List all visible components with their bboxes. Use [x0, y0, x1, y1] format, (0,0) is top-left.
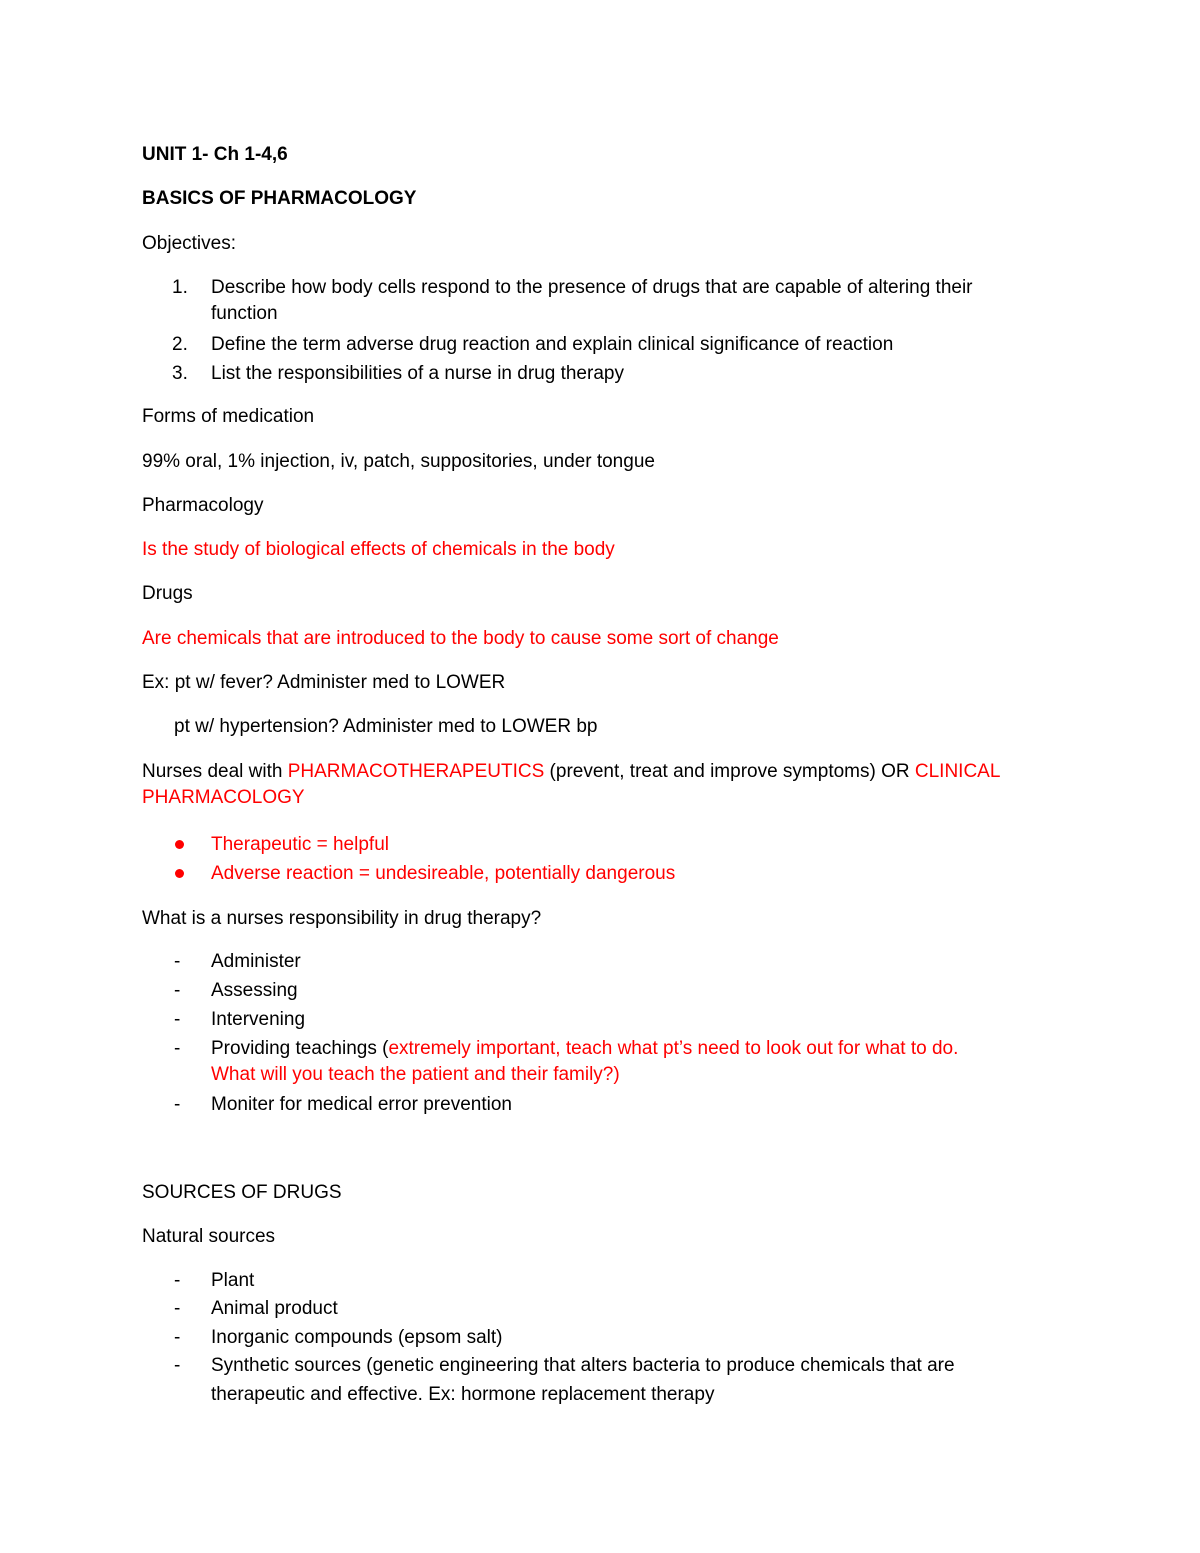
list-item-synthetic: Synthetic sources (genetic engineering that alters bacteria to produce chemicals that are: [211, 1355, 955, 1376]
drugs-definition: Are chemicals that are introduced to the body to cause some sort of change: [142, 628, 779, 649]
nurses-prefix: Nurses deal with: [142, 761, 288, 782]
drugs-example-fever: Ex: pt w/ fever? Administer med to LOWER: [142, 672, 506, 693]
teaching-suffix: ): [613, 1064, 620, 1085]
clinical-term: CLINICAL: [914, 761, 1001, 782]
nurses-deal-with: [142, 760, 1000, 784]
objective-text: Define the term adverse drug reaction and explain clinical significance of reaction: [211, 334, 894, 355]
bullet-therapeutic: Therapeutic = helpful: [211, 834, 389, 855]
pharmacotherapeutics-term: PHARMACOTHERAPEUTICS: [287, 761, 545, 782]
objectives-heading: Objectives:: [142, 233, 236, 254]
sources-heading: SOURCES OF DRUGS: [142, 1182, 342, 1203]
list-item: Moniter for medical error prevention: [211, 1094, 512, 1115]
dash-bullet: -: [174, 1298, 181, 1319]
list-item: Plant: [211, 1270, 255, 1291]
pharmacology-definition: Is the study of biological effects of chemicals in the body: [142, 539, 615, 560]
objective-text: List the responsibilities of a nurse in drug therapy: [211, 363, 624, 384]
pharmacology-heading: Pharmacology: [142, 495, 264, 516]
dash-bullet: -: [174, 951, 181, 972]
teaching-question: What will you teach the patient and their family?: [211, 1064, 614, 1085]
responsibility-heading: What is a nurses responsibility in drug therapy?: [142, 908, 542, 929]
red-bullet-icon: [175, 840, 184, 849]
list-item-synthetic-continued: therapeutic and effective. Ex: hormone replacement therapy: [211, 1384, 715, 1405]
dash-bullet: -: [174, 1327, 181, 1348]
drugs-heading: Drugs: [142, 583, 193, 604]
list-item: Assessing: [211, 980, 298, 1001]
objective-text-continued: function: [211, 303, 278, 324]
red-bullet-icon: [175, 869, 184, 878]
dash-bullet: -: [174, 1094, 181, 1115]
forms-text: 99% oral, 1% injection, iv, patch, suppositories, under tongue: [142, 451, 655, 472]
teaching-prefix: Providing teachings (: [211, 1038, 389, 1059]
teaching-note: extremely important, teach what pt’s need to look out for what to do.: [388, 1038, 959, 1059]
dash-bullet: -: [174, 1038, 181, 1059]
dash-bullet: -: [174, 980, 181, 1001]
objective-number: 1.: [172, 277, 188, 298]
subject-title: BASICS OF PHARMACOLOGY: [142, 188, 417, 209]
list-item-teachings: [211, 1037, 958, 1061]
unit-title: UNIT 1- Ch 1-4,6: [142, 144, 288, 165]
list-item: Inorganic compounds (epsom salt): [211, 1327, 503, 1348]
dash-bullet: -: [174, 1355, 181, 1376]
bullet-adverse: Adverse reaction = undesireable, potentially dangerous: [211, 863, 676, 884]
drugs-example-hypertension: pt w/ hypertension? Administer med to LOWER bp: [174, 716, 598, 737]
dash-bullet: -: [174, 1009, 181, 1030]
natural-sources-heading: Natural sources: [142, 1226, 276, 1247]
objective-number: 2.: [172, 334, 188, 355]
nurses-middle: (prevent, treat and improve symptoms) OR: [544, 761, 915, 782]
list-item: Intervening: [211, 1009, 306, 1030]
list-item-teachings-continued: [211, 1063, 620, 1087]
list-item: Animal product: [211, 1298, 338, 1319]
objective-number: 3.: [172, 363, 188, 384]
dash-bullet: -: [174, 1270, 181, 1291]
objective-text: Describe how body cells respond to the presence of drugs that are capable of altering their: [211, 277, 973, 298]
list-item: Administer: [211, 951, 301, 972]
pharmacology-term: PHARMACOLOGY: [142, 787, 305, 808]
forms-heading: Forms of medication: [142, 406, 315, 427]
